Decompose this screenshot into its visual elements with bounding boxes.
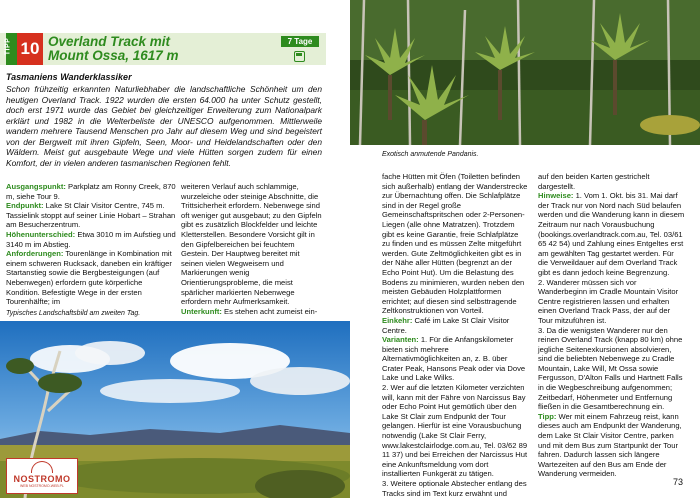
page-number: 73: [673, 477, 684, 487]
info-paragraph: [6, 230, 176, 249]
info-paragraph: [382, 479, 528, 498]
info-label: Anforderungen:: [6, 249, 64, 259]
info-label: Unterkunft:: [181, 306, 222, 316]
info-label: Ausgangspunkt:: [6, 182, 66, 191]
info-text: Lake St Clair Visitor Centre, 745 m. Tassielink stoppt auf seiner Linie Hobart – Strahan am Besucherzentrum.: [6, 201, 176, 230]
info-paragraph: [382, 316, 528, 335]
info-paragraph: [538, 172, 686, 191]
info-text: 1. Für die Anfangskilometer bieten sich mehrere Alternativmöglichkeiten an, z. B. über Crater Peak, Hansons Peak oder via Dove Lake und Lake Wilks.: [382, 335, 526, 383]
info-paragraph: [382, 335, 528, 383]
right-page: [350, 0, 700, 498]
info-text: 2. Wanderer müssen sich vor Wanderbeginn im Cradle Mountain Visitor Centre registrieren lassen und erhalten einen Overland Track Pass, der auf der Tour mitzuführen ist.: [538, 277, 679, 325]
info-paragraph: [382, 172, 528, 316]
pandanis-photo: [350, 0, 700, 145]
info-paragraph: [538, 412, 686, 479]
info-label: Einkehr:: [382, 315, 413, 325]
publisher-logo: NOSTROMO WEB NOSTROMO-WEB.PL: [6, 458, 78, 494]
info-column-2: [181, 182, 322, 316]
info-text: Tourenlänge in Kombination mit einem schweren Rucksack, daneben ein kräftiger Startanstieg sowie die Bergbesteigungen (auf Nebenwegen) erfordern gute körperliche Kondition. Befestigte Wege in der ersten Tourenhälfte; im: [6, 249, 172, 307]
tour-title: Overland Track mit Mount Ossa, 1617 m: [48, 34, 179, 63]
info-text: fache Hütten mit Öfen (Toiletten befinden sich außerhalb) entlang der Wanderstrecke zur Übernachtung offen. Die Schlafplätze sind in der Regel große Gemeinschaftspritschen oder 2-Personen-Liegen (alle ohne Matratzen). Trotzdem gibt es keine Garantie, freie Schlafplätze zu finden und es müssen Zelte mitgeführt werden. Gute Zeltmöglichkeiten gibt es in der Nähe aller Hütten (begrenzt an der Echo Point Hut). Um die Belastung des Bodens zu minimieren, wurden neben den meisten Gebäuden Holzplattformen errichtet; auf diesen sind selbsttragende Zeltkonstruktionen von Vorteil.: [382, 172, 528, 316]
info-paragraph: [6, 182, 176, 201]
photo-caption: Exotisch anmutende Pandanis.: [382, 151, 479, 158]
info-text: weiteren Verlauf auch schlammige, wurzeleiche oder steinige Abschnitte, die Trittsicherheit erfordern. Nebenwege sind oft weniger gut ausgebaut; zu den Gipfeln gibt es zusätzlich Blockfelder und leichte Kletterstellen. Besondere Vorsicht gilt in den Gipfelbereichen bei feuchtem Gestein. Der Hauptweg bereitet mit seinen vielen Wegweisern und Markierungen wenig Orientierungsprobleme, die meist spärlicher markierten Nebenwege erfordern mehr Aufmerksamkeit.: [181, 182, 322, 307]
info-paragraph: [382, 383, 528, 479]
info-paragraph: [538, 191, 686, 277]
info-paragraph: [538, 278, 686, 326]
bus-icon: [294, 51, 305, 62]
info-label: Endpunkt:: [6, 201, 44, 211]
info-label: Hinweise:: [538, 191, 574, 201]
info-label: Varianten:: [382, 335, 419, 345]
info-text: Wer mit einem Fahrzeug reist, kann dieses auch am Endpunkt der Wanderung, dem Lake St Clair Visitor Centre, parken und mit dem Bus zum Startpunkt der Tour fahren. Dadurch lassen sich längere Wartezeiten auf den Bus am Ende der Wanderung vermeiden.: [538, 411, 682, 479]
info-text: 1. Vom 1. Okt. bis 31. Mai darf der Track nur von Nord nach Süd belaufen werden und die Wanderung kann in diesem Zeitraum nur nach Vorausbuchung (bookings.overlandtrack.com.au, Tel. 03/61 65 42 54) und Zahlung eines Entgeltes erst am gewählten Tag gestartet werden. Für die Verweildauer auf dem Overland Track gibt es dann jedoch keine Begrenzung.: [538, 191, 685, 277]
section-subtitle: Tasmaniens Wanderklassiker: [6, 72, 132, 82]
info-text: 3. Weitere optionale Abstecher entlang des Tracks sind im Text kurz erwähnt und: [382, 479, 527, 498]
intro-paragraph: Schon frühzeitig erkannten Naturliebhaber die landschaftliche Schönheit um den heutigen Overland Track. 1922 wurden die ersten 64.000 ha unter Schutz gestellt, doch erst 1971 wurde das Gebiet bei gleichzeitiger Erweiterung zum Nationalpark erklärt und 1982 in die Welterbeliste der UNESCO aufgenommen. Mittlerweile wandern mehrere Tausend Menschen pro Jahr auf diesem Weg und sind begeistert von der Bergwelt mit ihren Gipfeln, Seen, Moor- und Heidelandschaften oder den Wäldern. Meist gut ausgebaute Wege und viele Hütten sorgen zudem für einen Komfort, der in vielen anderen tasmanischen Regionen fehlt.: [6, 84, 322, 168]
info-text: 2. Wer auf die letzten Kilometer verzichten will, kann mit der Fähre von Narcissus Bay oder Echo Point Hut gemütlich über den Lake St Clair zum Endpunkt der Tour gelangen. Hierfür ist eine Vorausbuchung notwendig (Lake St Clair Ferry, www.lakestclairlodge.com.au, Tel. 03/62 89 11 37) und bei Erreichen der Narcissus Hut eine Ankunftsmeldung vom dort installierten Funkgerät zu tätigen.: [382, 383, 528, 479]
info-text: Café im Lake St Clair Visitor Centre.: [382, 315, 510, 335]
tip-tab: TIPP: [6, 33, 17, 65]
info-column-3: [382, 172, 528, 498]
info-text: Es stehen acht zumeist ein-: [221, 306, 318, 316]
info-paragraph: [181, 307, 322, 317]
info-text: auf den beiden Karten gestrichelt dargestellt.: [538, 172, 650, 191]
info-paragraph: [6, 201, 176, 230]
info-column-1: [6, 182, 176, 307]
info-column-4: [538, 172, 686, 479]
tour-number: 10: [17, 33, 43, 65]
info-paragraph: [181, 182, 322, 307]
logo-emblem-icon: [31, 461, 53, 473]
info-text: 3. Da die wenigsten Wanderer nur den reinen Overland Track (knapp 80 km) ohne jegliche Seitenexkursionen absolvieren, sind die beliebten Nebenwege zu Cradle Mountain, Lake Will, Mt Ossa sowie Fergusson, D'Alton Falls und Hartnett Falls in die Wegbeschreibung aufgenommen; Zeitbedarf, Höhenmeter und Entfernung fließen in die Gesamtberechnung ein.: [538, 325, 683, 412]
info-paragraph: [538, 326, 686, 412]
photo-caption: Typisches Landschaftsbild am zweiten Tag.: [6, 310, 141, 317]
info-text: Parkplatz am Ronny Creek, 870 m, siehe Tour 9.: [6, 182, 176, 201]
info-label: Höhenunterschied:: [6, 229, 76, 239]
info-label: Tipp:: [538, 411, 557, 421]
duration-badge: 7 Tage: [281, 36, 319, 47]
info-paragraph: [6, 249, 176, 307]
info-text: Etwa 3010 m im Aufstieg und 3140 m im Abstieg.: [6, 229, 176, 249]
